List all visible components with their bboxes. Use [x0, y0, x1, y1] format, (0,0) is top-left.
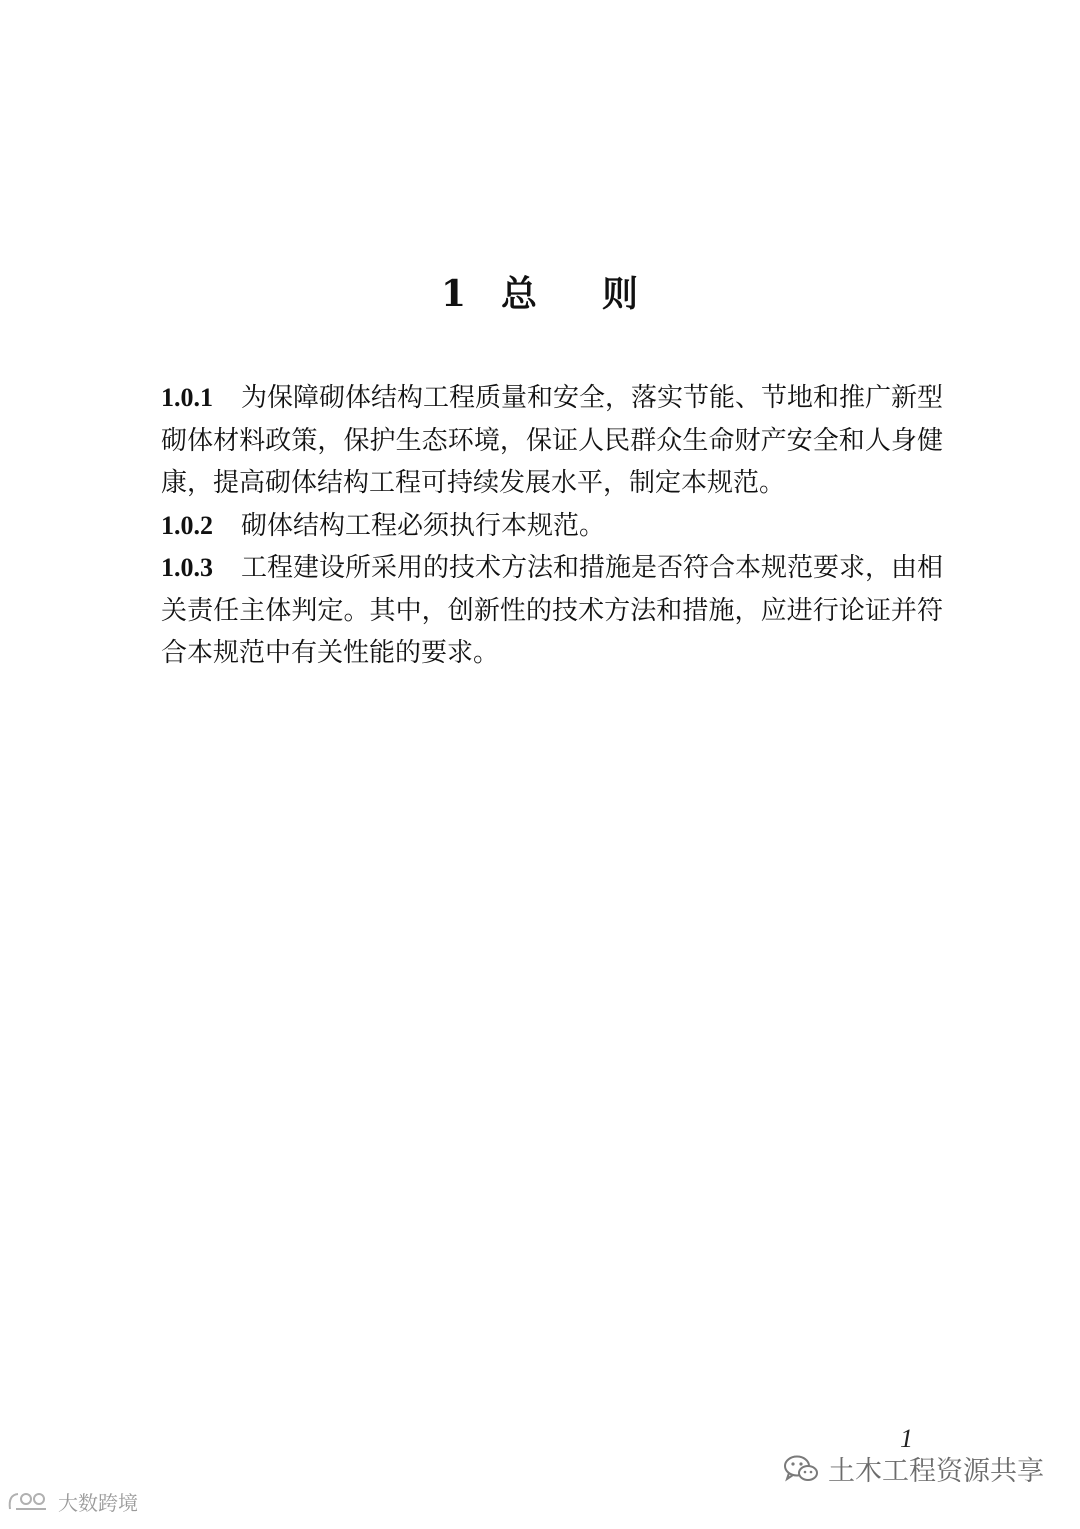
chapter-number: 1: [440, 273, 468, 315]
page-number: 1: [900, 1424, 913, 1453]
chapter-title-char-1: 总: [501, 273, 539, 315]
clause-number: 1.0.1: [161, 383, 213, 412]
watermark-logo-icon: [6, 1489, 54, 1515]
watermark-left: [6, 1487, 138, 1516]
clause-number: 1.0.2: [161, 510, 213, 540]
watermark-left-text: 大数跨境: [58, 1491, 138, 1515]
chapter-title: [0, 270, 1080, 318]
clause-text: 工程建设所采用的技术方法和措施是否符合本规范要求，由相关责任主体判定。其中，创新性的技术方法和措施，应进行论证并符合本规范中有关性能的要求。: [161, 553, 944, 668]
clause-1-0-2: [161, 505, 943, 548]
clause-text: 砌体结构工程必须执行本规范。: [241, 510, 606, 541]
clause-1-0-3: [161, 547, 943, 675]
clause-1-0-1: [161, 377, 943, 505]
clause-number: 1.0.3: [161, 553, 213, 582]
wechat-icon: [782, 1453, 820, 1485]
clause-text: 为保障砌体结构工程质量和安全，落实节能、节地和推广新型砌体材料政策，保护生态环境，保证人民群众生命财产安全和人身健康，提高砌体结构工程可持续发展水平，制定本规范。: [161, 383, 944, 498]
clause-list: [161, 377, 943, 675]
chapter-title-char-2: 则: [602, 273, 640, 315]
watermark-right-text: 土木工程资源共享: [828, 1456, 1044, 1487]
watermark-right: [782, 1449, 1044, 1488]
